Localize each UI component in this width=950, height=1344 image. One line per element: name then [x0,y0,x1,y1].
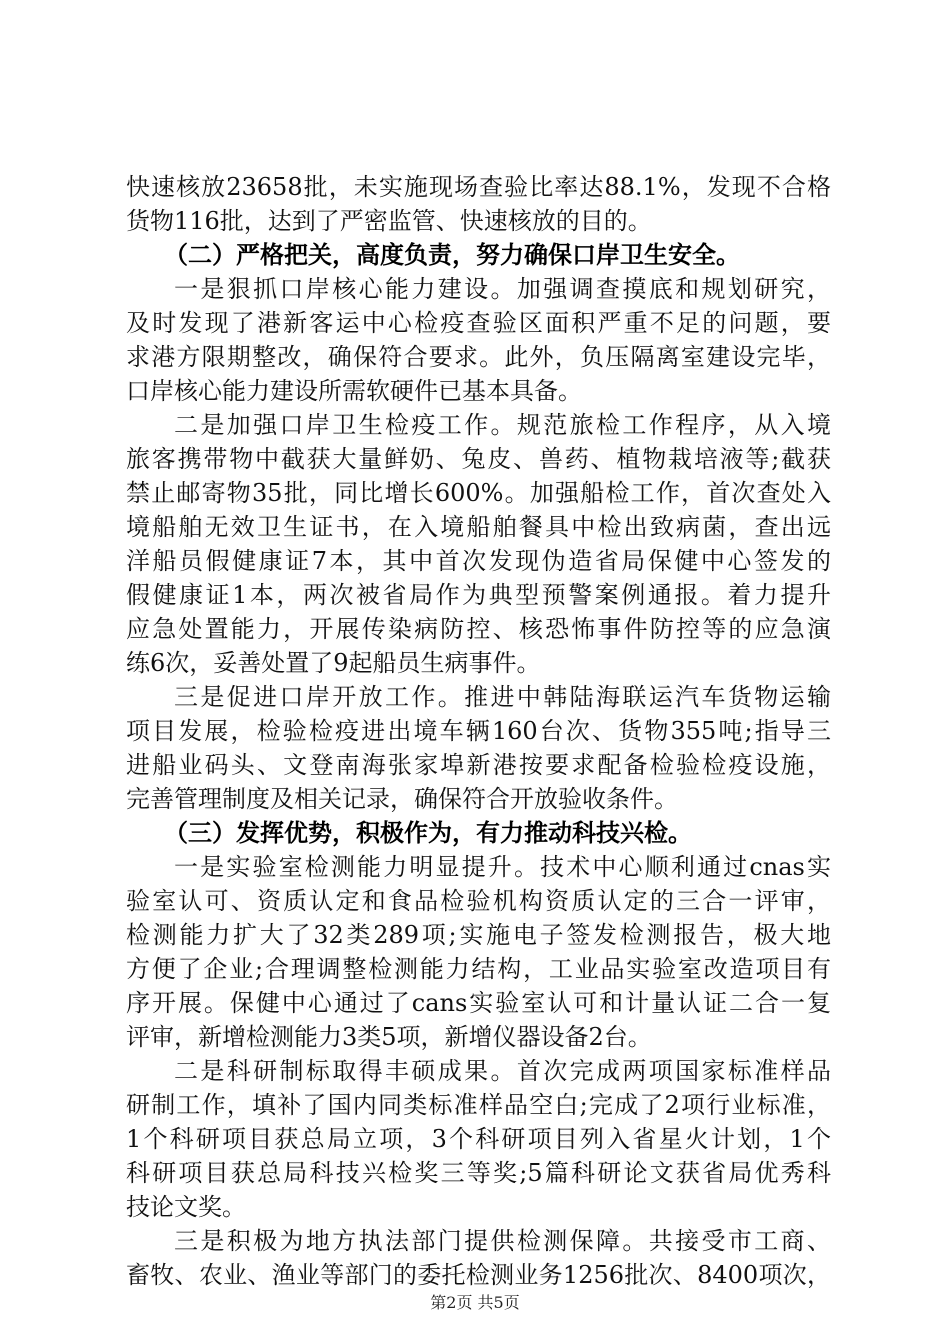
paragraph-line: 序开展。保健中心通过了cans实验室认可和计量认证二合一复 [126,989,831,1017]
paragraph-first-line: 三是积极为地方执法部门提供检测保障。共接受市工商、 [174,1227,831,1255]
paragraph-line: 方便了企业;合理调整检测能力结构，工业品实验室改造项目有 [126,955,831,983]
paragraph-line: 禁止邮寄物35批，同比增长600%。加强船检工作，首次查处入 [126,479,831,507]
page-footer: 第2页 共5页 [430,1293,520,1312]
paragraph-line: 货物116批，达到了严密监管、快速核放的目的。 [126,207,652,235]
paragraph-line: 假健康证1本，两次被省局作为典型预警案例通报。着力提升 [126,581,831,609]
paragraph-line: 1个科研项目获总局立项，3个科研项目列入省星火计划，1个 [126,1125,831,1153]
paragraph-line: 进船业码头、文登南海张家埠新港按要求配备检验检疫设施， [126,751,831,779]
paragraph-line: 境船舶无效卫生证书，在入境船舶餐具中检出致病菌，查出远 [126,513,831,541]
paragraph-line: 洋船员假健康证7本，其中首次发现伪造省局保健中心签发的 [126,547,831,575]
paragraph-line: 评审，新增检测能力3类5项，新增仪器设备2台。 [126,1023,652,1051]
paragraph-line: 检测能力扩大了32类289项;实施电子签发检测报告，极大地 [126,921,831,949]
paragraph-line: 及时发现了港新客运中心检疫查验区面积严重不足的问题，要 [126,309,831,337]
paragraph-line: 练6次，妥善处置了9起船员生病事件。 [126,649,541,677]
paragraph-first-line: 一是实验室检测能力明显提升。技术中心顺利通过cnas实 [174,853,831,881]
paragraph-line: 旅客携带物中截获大量鲜奶、兔皮、兽药、植物栽培液等;截获 [126,445,831,473]
paragraph-first-line: 三是促进口岸开放工作。推进中韩陆海联运汽车货物运输 [174,683,831,711]
paragraph-line: 研制工作，填补了国内同类标准样品空白;完成了2项行业标准， [126,1091,831,1119]
paragraph-line: 技论文奖。 [126,1193,246,1221]
section-heading: （二）严格把关，高度负责，努力确保口岸卫生安全。 [164,241,740,269]
paragraph-line: 应急处置能力，开展传染病防控、核恐怖事件防控等的应急演 [126,615,831,643]
paragraph-line: 口岸核心能力建设所需软硬件已基本具备。 [126,377,582,405]
paragraph-line: 项目发展，检验检疫进出境车辆160台次、货物355吨;指导三 [126,717,831,745]
document-body [126,170,831,1292]
paragraph-line: 快速核放23658批，未实施现场查验比率达88.1%，发现不合格 [126,173,831,201]
section-heading: （三）发挥优势，积极作为，有力推动科技兴检。 [164,819,692,847]
paragraph-first-line: 二是科研制标取得丰硕成果。首次完成两项国家标准样品 [174,1057,831,1085]
paragraph-line: 求港方限期整改，确保符合要求。此外，负压隔离室建设完毕， [126,343,831,371]
paragraph-line: 畜牧、农业、渔业等部门的委托检测业务1256批次、8400项次， [126,1261,831,1289]
paragraph-line: 验室认可、资质认定和食品检验机构资质认定的三合一评审， [126,887,831,915]
paragraph-line: 完善管理制度及相关记录，确保符合开放验收条件。 [126,785,678,813]
paragraph-first-line: 二是加强口岸卫生检疫工作。规范旅检工作程序，从入境 [174,411,831,439]
paragraph-line: 科研项目获总局科技兴检奖三等奖;5篇科研论文获省局优秀科 [126,1159,831,1187]
paragraph-first-line: 一是狠抓口岸核心能力建设。加强调查摸底和规划研究， [174,275,831,303]
